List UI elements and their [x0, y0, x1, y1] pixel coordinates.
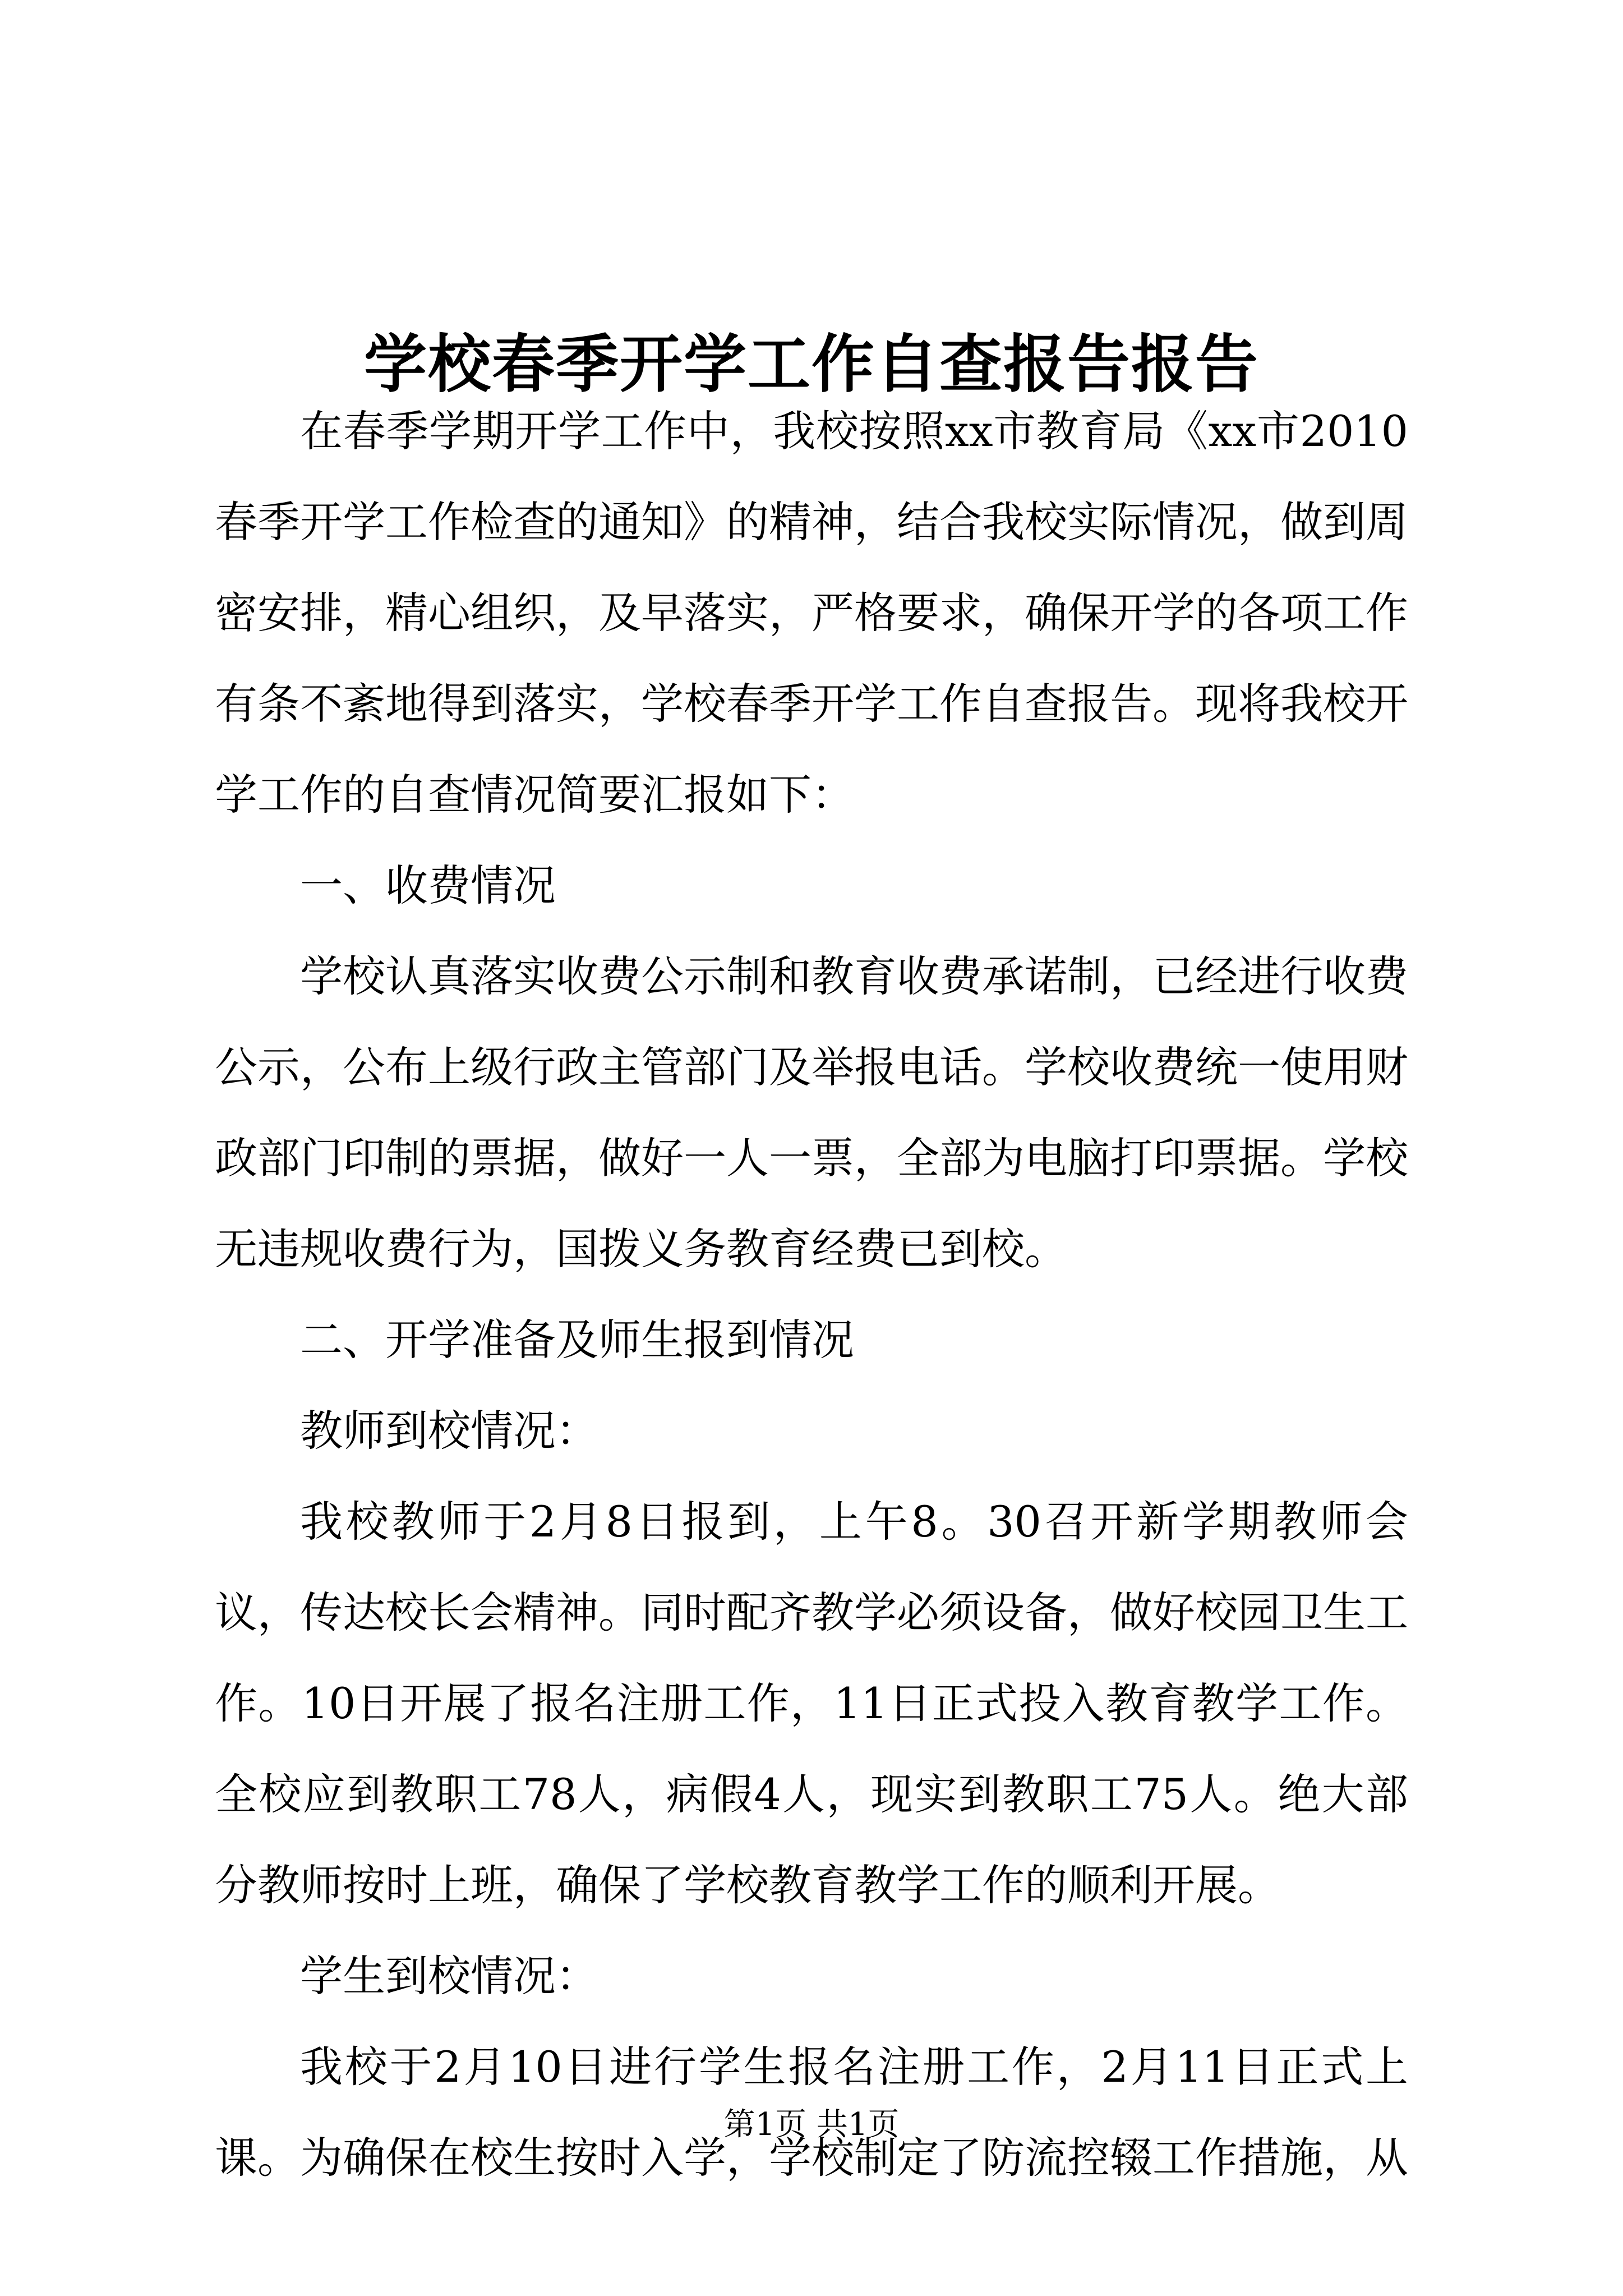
- page-footer: 第1页 共1页: [723, 2106, 900, 2143]
- teachers-paragraph: 我校教师于2月8日报到，上午8。30召开新学期教师会议，传达校长会精神。同时配齐教学必须设备，做好校园卫生工作。10日开展了报名注册工作，11日正式投入教育教学工作。全校应到教职工78人，病假4人，现实到教职工75人。绝大部分教师按时上班，确保了学校教育教学工作的顺利开展。: [215, 1497, 1408, 1910]
- section-heading-fees: 一、收费情况: [300, 861, 556, 910]
- intro-paragraph: 在春季学期开学工作中，我校按照xx市教育局《xx市2010春季开学工作检查的通知》的精神，结合我校实际情况，做到周密安排，精心组织，及早落实，严格要求，确保开学的各项工作有条不紊地得到落实，学校春季开学工作自查报告。现将我校开学工作的自查情况简要汇报如下：: [215, 406, 1408, 820]
- subheading-students: 学生到校情况：: [300, 1951, 598, 2001]
- fees-paragraph: 学校认真落实收费公示制和教育收费承诺制，已经进行收费公示，公布上级行政主管部门及举报电话。学校收费统一使用财政部门印制的票据，做好一人一票，全部为电脑打印票据。学校无违规收费行为，国拨义务教育经费已到校。: [215, 951, 1408, 1274]
- subheading-teachers: 教师到校情况：: [300, 1406, 598, 1456]
- document-body: [215, 386, 1408, 2203]
- section-heading-preparation: 二、开学准备及师生报到情况: [300, 1315, 854, 1365]
- students-paragraph: 我校于2月10日进行学生报名注册工作，2月11日正式上课。为确保在校生按时入学，学校制定了防流控辍工作措施，从: [215, 2042, 1408, 2183]
- document-title: 学校春季开学工作自查报告报告: [364, 328, 1259, 402]
